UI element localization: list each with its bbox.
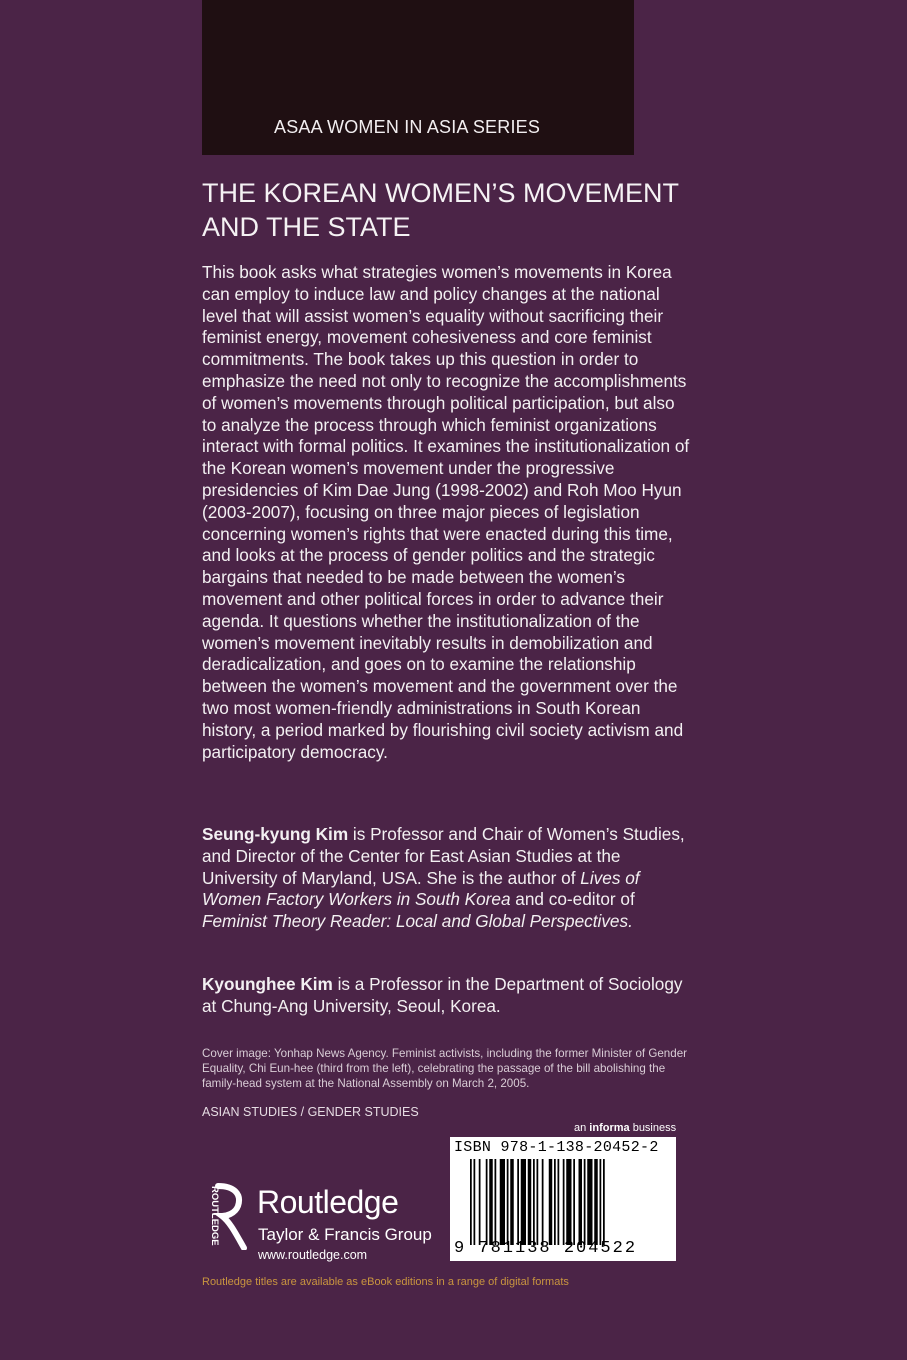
isbn-label: ISBN 978-1-138-20452-2: [454, 1139, 659, 1156]
informa-tagline: [574, 1122, 676, 1134]
barcode-bar: [563, 1159, 565, 1245]
barcode-bar: [470, 1159, 472, 1245]
publisher-name: Routledge: [257, 1184, 399, 1220]
informa-suffix: business: [629, 1122, 677, 1134]
author-1-book-2: Feminist Theory Reader: Local and Global Perspectives.: [202, 911, 633, 932]
routledge-vertical-text: ROUTLEDGE: [209, 1186, 220, 1246]
barcode-bar: [521, 1159, 526, 1245]
barcode-bar: [603, 1159, 605, 1245]
barcode-bar: [587, 1159, 592, 1245]
barcode-bar: [542, 1159, 544, 1245]
subject-category: ASIAN STUDIES / GENDER STUDIES: [202, 1105, 419, 1119]
title-line-2: AND THE STATE: [202, 212, 411, 242]
barcode-bar: [507, 1159, 509, 1245]
informa-prefix: an: [574, 1122, 590, 1134]
author-2-name: Kyounghee Kim: [202, 974, 333, 994]
ean-digits: 9 781138 204522: [454, 1239, 638, 1258]
barcode-bar: [600, 1159, 602, 1245]
barcode-bar: [517, 1159, 519, 1245]
barcode-bar: [500, 1159, 505, 1245]
author-1-name: Seung-kyung Kim: [202, 824, 349, 844]
barcode-bar: [528, 1159, 532, 1245]
barcode-bar: [566, 1159, 571, 1245]
informa-brand: informa: [589, 1122, 630, 1134]
barcode-bar: [486, 1159, 488, 1245]
barcode-bar: [584, 1159, 586, 1245]
barcode-bar: [554, 1159, 556, 1245]
publisher-url: www.routledge.com: [258, 1248, 368, 1262]
barcode-bar: [549, 1159, 553, 1245]
author-bio-2: [202, 974, 692, 1018]
publisher-group: Taylor & Francis Group: [258, 1225, 432, 1244]
barcode-bar: [510, 1159, 514, 1245]
barcode-bar: [489, 1159, 493, 1245]
routledge-logo-icon: [200, 1182, 248, 1250]
isbn-barcode: [450, 1137, 676, 1261]
ebook-note: Routledge titles are available as eBook editions in a range of digital formats: [202, 1276, 569, 1288]
author-bio-1: [202, 824, 692, 933]
author-1-text-b: and co-editor of: [510, 889, 635, 910]
barcode-bar: [579, 1159, 583, 1245]
author-1-text-a: is Professor and Chair of Women’s Studies, and Director of the Center for East Asian Studies at the University of Maryland, USA. She is the author of: [202, 824, 685, 888]
barcode-bar: [479, 1159, 481, 1245]
author-1-book-1: Lives of Women Factory Workers in South Korea: [202, 867, 640, 910]
cover-image-caption: Cover image: Yonhap News Agency. Feminist activists, including the former Minister of Gender Equality, Chi Eun-hee (third from the left), celebrating the passage of the bill abolishing the family-head system at the National Assembly on March 2, 2005.: [202, 1047, 688, 1090]
barcode-bar: [474, 1159, 476, 1245]
barcode-bar: [558, 1159, 560, 1245]
barcode-bar: [533, 1159, 535, 1245]
barcode-bar: [594, 1159, 598, 1245]
barcode-bar: [495, 1159, 497, 1245]
book-title: [202, 176, 722, 244]
barcode-bars: [470, 1159, 666, 1245]
title-line-1: THE KOREAN WOMEN’S MOVEMENT: [202, 178, 680, 208]
series-banner: [202, 0, 634, 155]
book-blurb: This book asks what strategies women’s movements in Korea can employ to induce law and policy changes at the national level that will assist women’s equality without sacrificing their feminist energy, movement cohesiveness and core feminist commitments. The book takes up this question in order to emphasize the need not only to recognize the accomplishments of women’s movements through political participation, but also to analyze the process through which feminist organizations interact with formal politics. It examines the institutionalization of the Korean women’s movement under the progressive presidencies of Kim Dae Jung (1998-2002) and Roh Moo Hyun (2003-2007), focusing on three major pieces of legislation concerning women’s rights that were enacted during this time, and looks at the process of gender politics and the strategic bargains that needed to be made between the women’s movement and other political forces in order to advance their agenda. It questions whether the institutionalization of the women’s movement inevitably results in demobilization and deradicalization, and goes on to examine the relationship between the women’s movement and the government over the two most women-friendly administrations in South Korean history, a period marked by flourishing civil society activism and participatory democracy.: [202, 262, 690, 762]
barcode-bar: [537, 1159, 539, 1245]
barcode-bar: [573, 1159, 575, 1245]
series-label: ASAA WOMEN IN ASIA SERIES: [274, 117, 541, 137]
author-2-text: is a Professor in the Department of Sociology at Chung-Ang University, Seoul, Korea.: [202, 974, 683, 1016]
